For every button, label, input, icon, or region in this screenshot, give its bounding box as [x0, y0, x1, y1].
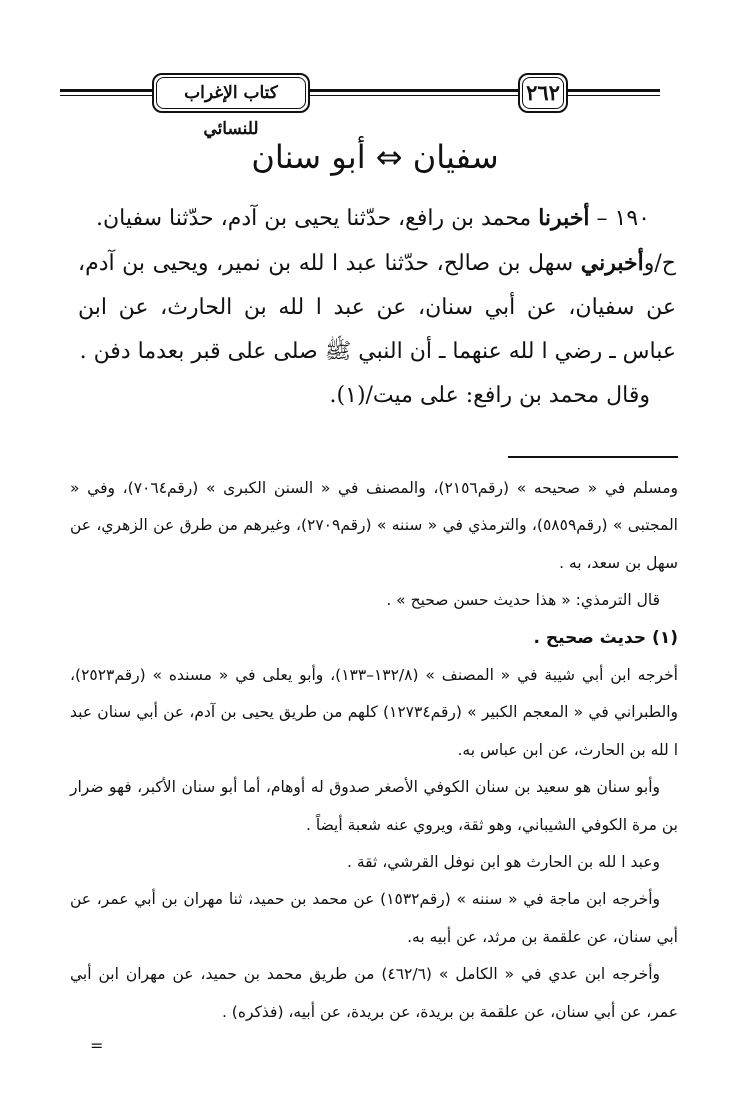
section-heading: سفيان ⇔ أبو سنان: [251, 138, 499, 176]
hadith-line-1: [78, 196, 676, 241]
footnote-para: وعبد ا لله بن الحارث هو ابن نوفل القرشي، ثقة .: [346, 853, 660, 872]
intro-word: أخبرنا: [538, 205, 590, 231]
footnote-label: (١) حديث صحيح .: [533, 627, 678, 648]
line2-word: أخبرني: [580, 250, 644, 276]
hadith-text: [78, 196, 676, 418]
final-note: وقال محمد بن رافع: على ميت/(١).: [329, 383, 650, 408]
header-rule-top: [60, 89, 660, 92]
page-end-mark: =: [90, 1036, 104, 1055]
book-title: كتاب الإغراب للنسائي: [152, 73, 310, 113]
footnote-para: وأخرجه ابن عدي في « الكامل » (٤٦٢/٦) من طريق محمد بن حميد، عن مهران ابن أبي عمر، عن أبي سنان، عن علقمة بن بريدة، عن بريدة، عن أبيه، (فذكره) .: [70, 965, 678, 1021]
footnote-para: قال الترمذي: « هذا حديث حسن صحيح » .: [386, 591, 660, 610]
line2-prefix: ح/و: [643, 251, 676, 276]
hadith-number: ١٩٠ –: [596, 206, 650, 231]
page-number: ٢٦٢: [518, 73, 568, 113]
footnote-separator: [508, 456, 678, 458]
footnotes: [70, 470, 678, 1031]
footnote-para: وأبو سنان هو سعيد بن سنان الكوفي الأصغر صدوق له أوهام، أما أبو سنان الأكبر، فهو ضرار بن مرة الكوفي الشيباني، وهو ثقة، ويروي عنه شعبة أيضاً .: [70, 778, 678, 834]
chain-2: سهل بن صالح، حدّثنا عبد ا لله بن نمير، ويحيى بن آدم، عن سفيان، عن أبي سنان، عن عبد ا لله بن الحارث، عن ابن عباس ـ رضي ا لله عنهما ـ أن النبي ﷺ صلى على قبر بعدما دفن .: [78, 251, 676, 364]
page-header: [0, 0, 750, 139]
footnote-para: ومسلم في « صحيحه » (رقم٢١٥٦)، والمصنف في « السنن الكبرى » (رقم٧٠٦٤)، وفي « المجتبى » (رقم٥٨٥٩)، والترمذي في « سننه » (رقم٢٧٠٩)، وغيرهم من طرق عن الزهري، عن سهل بن سعد، به .: [70, 479, 678, 572]
footnote-para: وأخرجه ابن ماجة في « سننه » (رقم١٥٣٢) عن محمد بن حميد، ثنا مهران بن أبي عمر، عن أبي سنان، عن علقمة بن مرثد، عن أبيه به.: [70, 890, 678, 946]
header-rule-bottom: [60, 95, 660, 96]
chain-1: محمد بن رافع، حدّثنا يحيى بن آدم، حدّثنا سفيان.: [96, 206, 532, 231]
hadith-line-2: [78, 241, 676, 374]
footnote-para: أخرجه ابن أبي شيبة في « المصنف » (١٣٢/٨–١٣٣)، وأبو يعلى في « مسنده » (رقم٢٥٢٣)، والطبراني في « المعجم الكبير » (رقم١٢٧٣٤) كلهم من طريق يحيى بن آدم، عن أبي سنان عبد ا لله بن الحارث، عن ابن عباس به.: [70, 666, 678, 759]
